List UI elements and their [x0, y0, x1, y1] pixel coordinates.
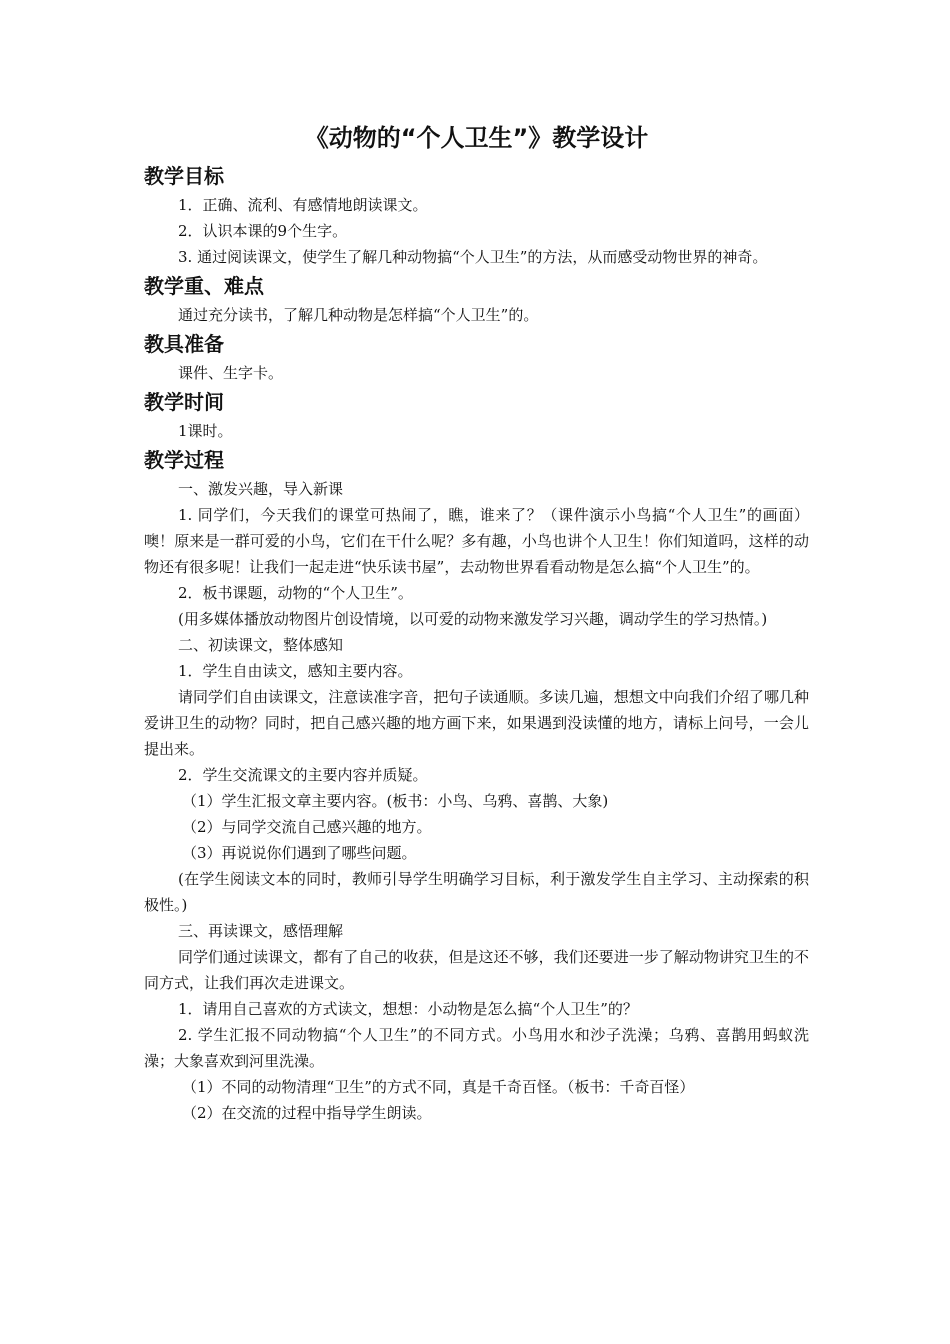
- paragraph: (用多媒体播放动物图片创设情境，以可爱的动物来激发学习兴趣，调动学生的学习热情。): [178, 610, 768, 628]
- paragraph: 3. 通过阅读课文，使学生了解几种动物搞“个人卫生”的方法，从而感受动物世界的神奇。: [178, 248, 768, 266]
- section-heading-materials: 教具准备: [144, 332, 224, 356]
- paragraph: 1．学生自由读文，感知主要内容。: [178, 662, 413, 680]
- paragraph: 2．学生交流课文的主要内容并质疑。: [178, 766, 428, 784]
- paragraph: 二、初读课文，整体感知: [178, 636, 344, 654]
- paragraph: 课件、生字卡。: [178, 364, 284, 382]
- section-heading-process: 教学过程: [144, 448, 224, 472]
- paragraph: （2）在交流的过程中指导学生朗读。: [182, 1104, 432, 1122]
- paragraph: 2．板书课题，动物的“个人卫生”。: [178, 584, 413, 602]
- paragraph: 1．请用自己喜欢的方式读文，想想：小动物是怎么搞“个人卫生”的？: [178, 1000, 638, 1018]
- paragraph: 1．正确、流利、有感情地朗读课文。: [178, 196, 428, 214]
- paragraph: 1课时。: [178, 422, 233, 440]
- paragraph: 2．认识本课的9个生字。: [178, 222, 348, 240]
- document-body: [144, 118, 809, 1126]
- paragraph: 2. 学生汇报不同动物搞“个人卫生”的不同方式。小鸟用水和沙子洗澡；乌鸦、喜鹊用蚂蚁洗澡；大象喜欢到河里洗澡。: [144, 1026, 809, 1070]
- paragraph: 三、再读课文，感悟理解: [178, 922, 344, 940]
- paragraph: 请同学们自由读课文，注意读准字音，把句子读通顺。多读几遍，想想文中向我们介绍了哪几种爱讲卫生的动物？同时，把自己感兴趣的地方画下来，如果遇到没读懂的地方，请标上问号，一会儿提出来。: [144, 688, 809, 758]
- section-heading-duration: 教学时间: [144, 390, 224, 414]
- paragraph: （3）再说说你们遇到了哪些问题。: [182, 844, 417, 862]
- paragraph: 1. 同学们，今天我们的课堂可热闹了，瞧，谁来了？（课件演示小鸟搞“个人卫生”的画面）噢！原来是一群可爱的小鸟，它们在干什么呢？多有趣，小鸟也讲个人卫生！你们知道吗，这样的动物还有很多呢！让我们一起走进“快乐读书屋”，去动物世界看看动物是怎么搞“个人卫生”的。: [144, 506, 809, 576]
- section-heading-key-points: 教学重、难点: [144, 274, 264, 298]
- paragraph: （1）学生汇报文章主要内容。(板书：小鸟、乌鸦、喜鹊、大象): [182, 792, 609, 810]
- paragraph: 同学们通过读课文，都有了自己的收获，但是这还不够，我们还要进一步了解动物讲究卫生的不同方式，让我们再次走进课文。: [144, 948, 809, 992]
- paragraph: 一、激发兴趣，导入新课: [178, 480, 344, 498]
- page-title: 《动物的“个人卫生”》教学设计: [304, 124, 649, 152]
- section-heading-objectives: 教学目标: [144, 164, 224, 188]
- paragraph: (在学生阅读文本的同时，教师引导学生明确学习目标，利于激发学生自主学习、主动探索的积极性。): [144, 870, 809, 914]
- paragraph: （2）与同学交流自己感兴趣的地方。: [182, 818, 432, 836]
- paragraph: 通过充分读书，了解几种动物是怎样搞“个人卫生”的。: [178, 306, 539, 324]
- paragraph: （1）不同的动物清理“卫生”的方式不同，真是千奇百怪。（板书：千奇百怪）: [182, 1078, 695, 1096]
